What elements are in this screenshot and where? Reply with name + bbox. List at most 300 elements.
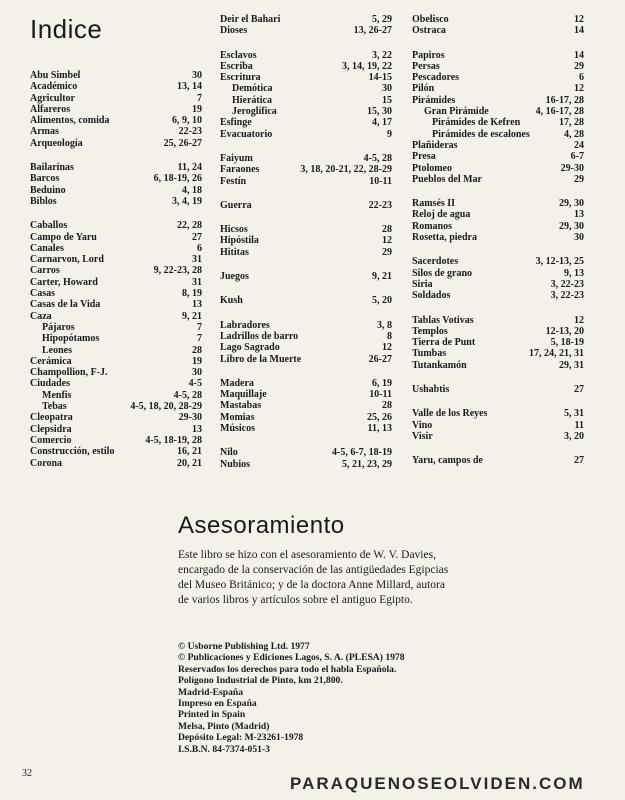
index-pages: 11, 24 — [177, 162, 202, 174]
index-term: Caballos — [30, 220, 68, 232]
index-pages: 8, 19 — [182, 288, 202, 300]
index-pages: 10-11 — [369, 389, 392, 401]
index-entry — [220, 235, 392, 246]
index-term: Tebas — [42, 401, 67, 413]
index-entry — [220, 14, 392, 25]
index-entry — [220, 400, 392, 411]
index-entry — [30, 173, 202, 184]
index-group — [220, 200, 392, 211]
index-pages: 12 — [382, 235, 392, 247]
index-pages: 9, 22-23, 28 — [153, 265, 202, 277]
index-term: Jeroglífica — [232, 106, 277, 118]
index-entry — [30, 185, 202, 196]
index-entry — [220, 389, 392, 400]
index-pages: 9, 13 — [564, 267, 584, 279]
index-term: Tierra de Punt — [412, 337, 476, 349]
index-term: Yaru, campos de — [412, 455, 483, 467]
index-entry — [412, 431, 584, 442]
index-group — [220, 320, 392, 365]
credit-line: © Usborne Publishing Ltd. 1977 — [178, 641, 310, 652]
index-entry — [412, 315, 584, 326]
index-entry — [30, 390, 202, 401]
index-term: Plañideras — [412, 139, 458, 151]
index-term: Nubios — [220, 458, 251, 470]
index-entry — [30, 322, 202, 333]
index-pages: 27 — [192, 231, 202, 243]
index-entry — [220, 106, 392, 117]
index-entry — [30, 401, 202, 412]
index-entry — [30, 424, 202, 435]
credit-line: © Publicaciones y Ediciones Lagos, S. A. (PLESA) 1978 — [178, 652, 405, 664]
index-entry — [412, 140, 584, 151]
index-entry — [220, 378, 392, 389]
credits-block — [178, 641, 405, 755]
index-pages: 29-30 — [178, 412, 202, 424]
index-term: Bailarinas — [30, 162, 74, 174]
index-term: Valle de los Reyes — [412, 408, 488, 420]
index-entry — [412, 290, 584, 301]
index-term: Evacuatorio — [220, 128, 273, 140]
index-group — [30, 162, 202, 207]
credit-line: Melsa, Pinto (Madrid) — [178, 720, 270, 732]
index-term: Carros — [30, 265, 60, 277]
index-pages: 29 — [574, 173, 584, 185]
index-entry — [220, 295, 392, 306]
index-entry — [220, 331, 392, 342]
index-entry — [220, 25, 392, 36]
index-term: Hipóstila — [220, 235, 259, 247]
index-group — [220, 14, 392, 37]
index-pages: 6, 9, 10 — [172, 115, 202, 127]
index-pages: 29, 31 — [559, 359, 584, 371]
index-term: Alfareros — [30, 103, 71, 115]
index-entry — [30, 458, 202, 469]
index-entry — [412, 279, 584, 290]
index-term: Champollion, F-J. — [30, 367, 108, 379]
index-pages: 22-23 — [178, 126, 202, 138]
index-pages: 29 — [382, 246, 392, 258]
index-term: Carnarvon, Lord — [30, 254, 104, 266]
index-term: Papiros — [412, 49, 445, 61]
index-pages: 15 — [382, 94, 392, 106]
index-pages: 3, 22 — [372, 49, 392, 61]
index-term: Esfinge — [220, 117, 252, 129]
index-pages: 14 — [574, 49, 584, 61]
index-term: Silos de grano — [412, 267, 473, 279]
index-term: Visir — [412, 430, 433, 442]
credit-line: Polígono Industrial de Pinto, km 21,800. — [178, 675, 343, 687]
index-entry — [220, 129, 392, 140]
index-pages: 22, 28 — [177, 220, 202, 232]
index-pages: 24 — [574, 139, 584, 151]
credit-line: Depósito Legal: M-23261-1978 — [178, 732, 304, 744]
index-term: Persas — [412, 60, 440, 72]
index-term: Nilo — [220, 447, 238, 459]
index-pages: 28 — [382, 224, 392, 236]
index-entry — [412, 221, 584, 232]
index-group — [412, 384, 584, 395]
index-term: Pirámides de escalones — [432, 128, 530, 140]
index-term: Sacerdotes — [412, 256, 459, 268]
index-entry — [30, 243, 202, 254]
index-term: Pájaros — [42, 321, 75, 333]
credit-line: Impreso en España — [178, 698, 257, 710]
index-column-1 — [30, 70, 202, 482]
index-pages: 4-5, 28 — [173, 389, 202, 401]
index-entry — [412, 151, 584, 162]
index-entry — [220, 61, 392, 72]
index-pages: 10-11 — [369, 175, 392, 187]
index-pages: 30 — [192, 70, 202, 81]
index-term: Ladrillos de barro — [220, 330, 299, 342]
index-group — [220, 271, 392, 282]
index-group — [220, 224, 392, 258]
index-entry — [220, 176, 392, 187]
index-pages: 31 — [192, 254, 202, 266]
index-entry — [412, 61, 584, 72]
index-pages: 8 — [387, 330, 392, 342]
index-entry — [220, 50, 392, 61]
index-term: Comercio — [30, 434, 72, 446]
index-group — [220, 378, 392, 434]
index-term: Clepsidra — [30, 423, 72, 435]
index-term: Templos — [412, 325, 448, 337]
index-entry — [220, 423, 392, 434]
index-term: Madera — [220, 377, 254, 389]
page-number: 32 — [22, 768, 32, 779]
index-group — [30, 70, 202, 149]
index-entry — [220, 72, 392, 83]
index-entry — [220, 117, 392, 128]
index-pages: 11 — [574, 419, 584, 431]
index-entry — [220, 164, 392, 175]
index-pages: 30 — [192, 367, 202, 379]
advisory-title: Asesoramiento — [178, 512, 345, 539]
index-term: Casas de la Vida — [30, 299, 101, 311]
index-pages: 4-5, 18-19, 28 — [145, 434, 202, 446]
index-term: Ostraca — [412, 25, 446, 37]
index-pages: 13, 14 — [177, 81, 202, 93]
index-pages: 7 — [197, 92, 202, 104]
index-entry — [30, 277, 202, 288]
index-term: Hipopótamos — [42, 333, 100, 345]
index-entry — [412, 384, 584, 395]
index-term: Hierática — [232, 94, 272, 106]
index-pages: 17, 28 — [559, 117, 584, 129]
index-pages: 3, 20 — [564, 430, 584, 442]
index-entry — [412, 420, 584, 431]
index-term: Gran Pirámide — [424, 106, 489, 118]
index-term: Festín — [220, 175, 247, 187]
index-pages: 12 — [574, 314, 584, 326]
index-pages: 3, 4, 19 — [172, 195, 202, 207]
index-term: Rosetta, piedra — [412, 232, 477, 244]
index-pages: 12 — [574, 83, 584, 95]
index-term: Escritura — [220, 72, 261, 84]
index-entry — [412, 268, 584, 279]
index-entry — [30, 446, 202, 457]
index-entry — [412, 72, 584, 83]
index-term: Escriba — [220, 60, 253, 72]
index-term: Romanos — [412, 220, 453, 232]
index-pages: 14 — [574, 25, 584, 37]
index-entry — [412, 117, 584, 128]
index-entry — [30, 93, 202, 104]
index-entry — [30, 115, 202, 126]
index-pages: 13, 26-27 — [353, 25, 392, 37]
index-term: Tutankamón — [412, 359, 467, 371]
index-entry — [220, 447, 392, 458]
index-term: Biblos — [30, 195, 57, 207]
index-entry — [220, 271, 392, 282]
index-entry — [30, 356, 202, 367]
index-entry — [220, 95, 392, 106]
index-pages: 31 — [192, 276, 202, 288]
index-entry — [30, 138, 202, 149]
index-term: Cerámica — [30, 355, 72, 367]
index-entry — [30, 126, 202, 137]
index-term: Alimentos, comida — [30, 115, 110, 127]
index-entry — [30, 70, 202, 81]
index-pages: 13 — [192, 299, 202, 311]
index-entry — [30, 378, 202, 389]
index-pages: 12 — [574, 14, 584, 25]
credit-line: Madrid-España — [178, 686, 244, 698]
index-pages: 4-5, 6-7, 18-19 — [332, 447, 392, 459]
index-term: Faraones — [220, 164, 260, 176]
index-term: Vino — [412, 419, 433, 431]
index-pages: 12 — [382, 342, 392, 354]
index-pages: 27 — [574, 384, 584, 396]
index-pages: 16, 21 — [177, 446, 202, 458]
index-entry — [412, 455, 584, 466]
index-entry — [30, 81, 202, 92]
index-term: Ushabtis — [412, 384, 450, 396]
index-term: Labradores — [220, 319, 270, 331]
credit-line: Printed in Spain — [178, 709, 246, 721]
index-column-2 — [220, 14, 392, 483]
index-pages: 22-23 — [368, 199, 392, 211]
index-term: Presa — [412, 151, 436, 163]
index-term: Libro de la Muerte — [220, 353, 302, 365]
index-entry — [412, 106, 584, 117]
index-pages: 5, 18-19 — [550, 337, 584, 349]
index-entry — [30, 265, 202, 276]
index-pages: 27 — [574, 455, 584, 467]
index-entry — [412, 174, 584, 185]
index-entry — [412, 326, 584, 337]
index-pages: 6-7 — [570, 151, 584, 163]
index-entry — [30, 311, 202, 322]
index-term: Hititas — [220, 246, 249, 258]
index-pages: 9, 21 — [182, 310, 202, 322]
index-group — [220, 50, 392, 140]
index-entry — [30, 104, 202, 115]
index-term: Siria — [412, 278, 433, 290]
index-term: Construcción, estilo — [30, 446, 115, 458]
index-entry — [30, 299, 202, 310]
index-entry — [412, 348, 584, 359]
index-term: Reloj de agua — [412, 209, 471, 221]
index-entry — [412, 163, 584, 174]
credit-line: I.S.B.N. 84-7374-051-3 — [178, 743, 270, 755]
index-pages: 11, 13 — [367, 423, 392, 435]
index-pages: 4-5 — [188, 378, 202, 390]
index-group — [412, 198, 584, 243]
index-pages: 28 — [192, 344, 202, 356]
index-pages: 9 — [387, 128, 392, 140]
index-entry — [30, 367, 202, 378]
index-entry — [412, 95, 584, 106]
index-pages: 13 — [574, 209, 584, 221]
index-entry — [412, 14, 584, 25]
index-group — [412, 315, 584, 371]
index-entry — [220, 83, 392, 94]
index-group — [412, 455, 584, 466]
index-entry — [412, 50, 584, 61]
index-entry — [412, 408, 584, 419]
index-pages: 13 — [192, 423, 202, 435]
index-term: Canales — [30, 242, 64, 254]
index-pages: 7 — [197, 333, 202, 345]
index-pages: 29, 30 — [559, 198, 584, 210]
index-term: Hicsos — [220, 224, 248, 236]
index-term: Arqueología — [30, 137, 83, 149]
index-pages: 3, 8 — [377, 319, 392, 331]
index-entry — [220, 459, 392, 470]
index-group — [412, 408, 584, 442]
index-pages: 4-5, 18, 20, 28-29 — [130, 401, 202, 413]
index-group — [220, 153, 392, 187]
index-pages: 4, 28 — [564, 128, 584, 140]
index-term: Músicos — [220, 423, 255, 435]
index-entry — [220, 224, 392, 235]
index-term: Agricultor — [30, 92, 75, 104]
index-pages: 4-5, 28 — [363, 152, 392, 164]
index-term: Ramsés II — [412, 198, 456, 210]
index-entry — [30, 333, 202, 344]
index-pages: 6, 19 — [372, 377, 392, 389]
index-term: Pirámides de Kefren — [432, 117, 521, 129]
index-pages: 3, 22-23 — [550, 290, 584, 302]
index-pages: 17, 24, 21, 31 — [529, 348, 584, 360]
index-term: Demótica — [232, 83, 273, 95]
index-term: Pilón — [412, 83, 435, 95]
index-entry — [30, 254, 202, 265]
index-term: Tumbas — [412, 348, 447, 360]
index-pages: 3, 22-23 — [550, 278, 584, 290]
index-pages: 15, 30 — [367, 106, 392, 118]
credit-line: Reservados los derechos para todo el habla Española. — [178, 663, 397, 675]
index-group — [412, 256, 584, 301]
index-term: Guerra — [220, 199, 252, 211]
index-pages: 5, 21, 23, 29 — [342, 458, 392, 470]
index-group — [220, 295, 392, 306]
index-pages: 4, 17 — [372, 117, 392, 129]
index-entry — [412, 337, 584, 348]
index-pages: 14-15 — [368, 72, 392, 84]
watermark: PARAQUENOSEOLVIDEN.COM — [290, 774, 585, 793]
index-pages: 12-13, 20 — [545, 325, 584, 337]
index-entry — [220, 153, 392, 164]
index-term: Momias — [220, 411, 255, 423]
index-term: Faiyum — [220, 152, 253, 164]
index-pages: 3, 12-13, 25 — [535, 256, 584, 268]
index-term: Mastabas — [220, 400, 262, 412]
index-pages: 5, 31 — [564, 408, 584, 420]
index-pages: 5, 20 — [372, 295, 392, 307]
index-pages: 30 — [574, 232, 584, 244]
index-term: Cleopatra — [30, 412, 73, 424]
index-pages: 6, 18-19, 26 — [153, 173, 202, 185]
index-term: Ciudades — [30, 378, 71, 390]
index-entry — [220, 247, 392, 258]
index-pages: 5, 29 — [372, 14, 392, 25]
index-term: Corona — [30, 457, 63, 469]
index-pages: 4, 16-17, 28 — [535, 106, 584, 118]
index-term: Deir el Bahari — [220, 14, 281, 25]
index-term: Esclavos — [220, 49, 257, 61]
index-entry — [30, 435, 202, 446]
index-term: Pueblos del Mar — [412, 173, 482, 185]
index-term: Carter, Howard — [30, 276, 98, 288]
index-entry — [220, 354, 392, 365]
index-entry — [412, 256, 584, 267]
index-pages: 25, 26-27 — [163, 137, 202, 149]
index-pages: 7 — [197, 321, 202, 333]
index-term: Académico — [30, 81, 78, 93]
index-group — [220, 447, 392, 470]
index-entry — [220, 320, 392, 331]
index-entry — [412, 198, 584, 209]
index-pages: 3, 18, 20-21, 22, 28-29 — [300, 164, 392, 176]
index-term: Maquillaje — [220, 389, 267, 401]
index-term: Dioses — [220, 25, 248, 37]
index-term: Pescadores — [412, 72, 460, 84]
index-column-3 — [412, 14, 584, 480]
index-entry — [30, 288, 202, 299]
index-term: Obelisco — [412, 14, 449, 25]
index-term: Campo de Yaru — [30, 231, 97, 243]
index-entry — [30, 196, 202, 207]
index-entry — [220, 200, 392, 211]
index-entry — [30, 162, 202, 173]
index-entry — [412, 83, 584, 94]
index-term: Soldados — [412, 290, 451, 302]
index-entry — [412, 360, 584, 371]
index-entry — [412, 129, 584, 140]
index-entry — [220, 342, 392, 353]
index-pages: 26-27 — [368, 353, 392, 365]
index-entry — [30, 232, 202, 243]
index-pages: 29, 30 — [559, 220, 584, 232]
index-pages: 9, 21 — [372, 271, 392, 283]
index-pages: 19 — [192, 355, 202, 367]
index-pages: 29-30 — [560, 162, 584, 174]
index-pages: 25, 26 — [367, 411, 392, 423]
index-term: Abu Simbel — [30, 70, 81, 81]
index-term: Casas — [30, 288, 56, 300]
index-term: Pirámides — [412, 94, 456, 106]
index-entry — [220, 412, 392, 423]
index-entry — [412, 209, 584, 220]
index-pages: 20, 21 — [177, 457, 202, 469]
index-term: Caza — [30, 310, 52, 322]
index-term: Lago Sagrado — [220, 342, 280, 354]
index-term: Beduino — [30, 184, 66, 196]
index-title: Indice — [30, 14, 103, 44]
index-entry — [30, 412, 202, 423]
